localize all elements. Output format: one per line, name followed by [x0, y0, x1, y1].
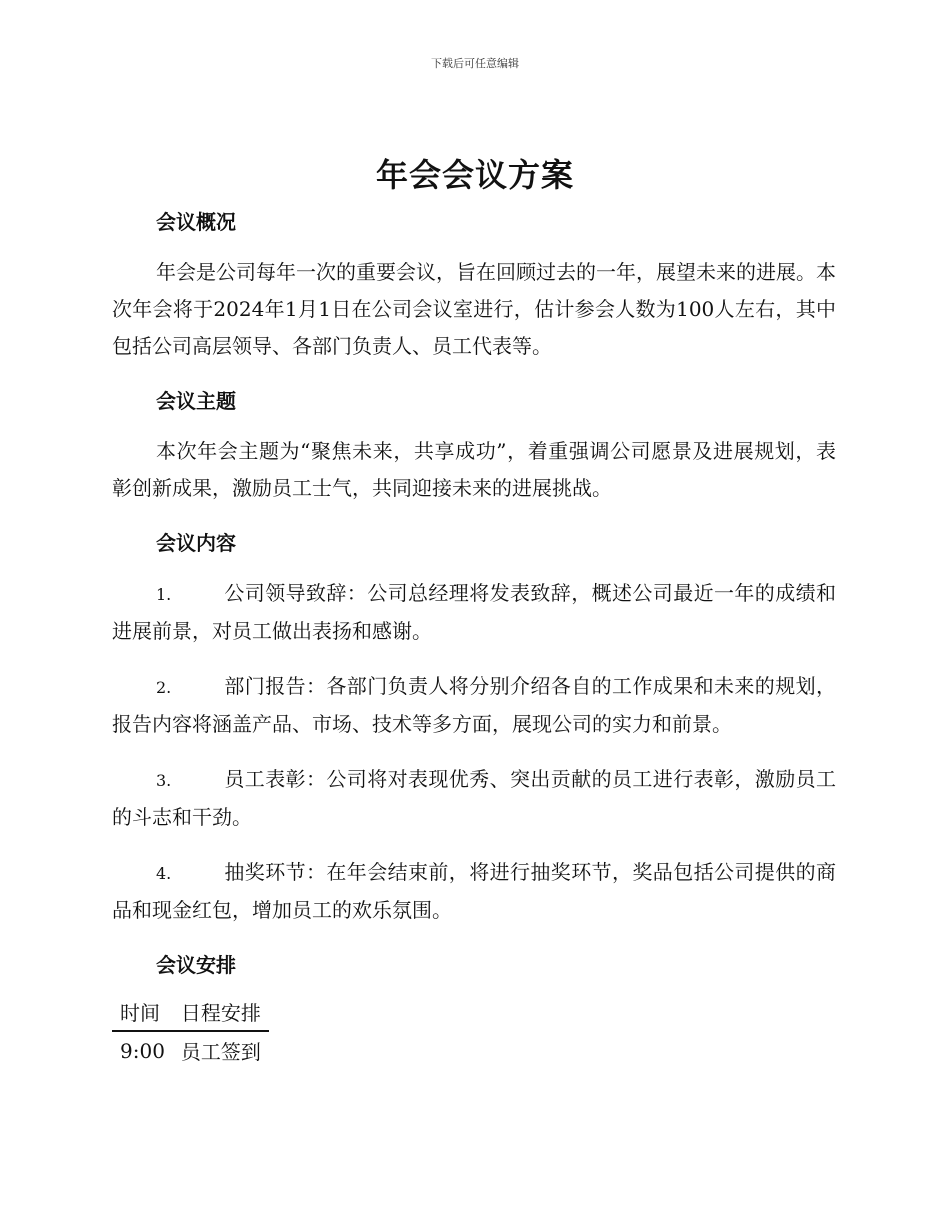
- list-item-text: 公司领导致辞：公司总经理将发表致辞，概述公司最近一年的成绩和进展前景，对员工做出表扬和感谢。: [112, 581, 836, 643]
- list-item-number: 4.: [156, 864, 172, 883]
- list-item-number: 1.: [156, 585, 172, 604]
- list-item-text: 抽奖环节：在年会结束前，将进行抽奖环节，奖品包括公司提供的商品和现金红包，增加员工的欢乐氛围。: [112, 860, 836, 922]
- list-item-text: 部门报告：各部门负责人将分别介绍各自的工作成果和未来的规划，报告内容将涵盖产品、市场、技术等多方面，展现公司的实力和前景。: [112, 674, 836, 736]
- schedule-table: [112, 993, 269, 1069]
- section-heading-content: 会议内容: [156, 531, 236, 555]
- overview-paragraph: 年会是公司每年一次的重要会议，旨在回顾过去的一年，展望未来的进展。本次年会将于2024年1月1日在公司会议室进行，估计参会人数为100人左右，其中包括公司高层领导、各部门负责人、员工代表等。: [112, 260, 836, 358]
- column-header-agenda: 日程安排: [173, 993, 269, 1031]
- table-cell-agenda: 员工签到: [180, 1040, 261, 1064]
- list-item-text: 员工表彰：公司将对表现优秀、突出贡献的员工进行表彰，激励员工的斗志和干劲。: [112, 767, 836, 829]
- table-row: [112, 1031, 269, 1069]
- document-body: [112, 204, 836, 1069]
- table-cell-time: 9:00: [120, 1038, 165, 1063]
- list-item: [112, 854, 836, 929]
- header-note: 下载后可任意编辑: [431, 57, 519, 70]
- list-item-number: 3.: [156, 771, 172, 790]
- section-heading-theme: 会议主题: [156, 389, 236, 413]
- theme-paragraph: 本次年会主题为“聚焦未来，共享成功”，着重强调公司愿景及进展规划，表彰创新成果，激励员工士气，共同迎接未来的进展挑战。: [112, 439, 836, 500]
- list-item: [112, 761, 836, 836]
- list-item-number: 2.: [156, 678, 172, 697]
- list-item: [112, 668, 836, 743]
- document-title: 年会会议方案: [375, 156, 574, 194]
- table-header-row: [112, 993, 269, 1031]
- list-item: [112, 575, 836, 650]
- section-heading-overview: 会议概况: [156, 210, 236, 234]
- section-heading-schedule: 会议安排: [156, 953, 236, 977]
- column-header-time: 时间: [112, 993, 173, 1031]
